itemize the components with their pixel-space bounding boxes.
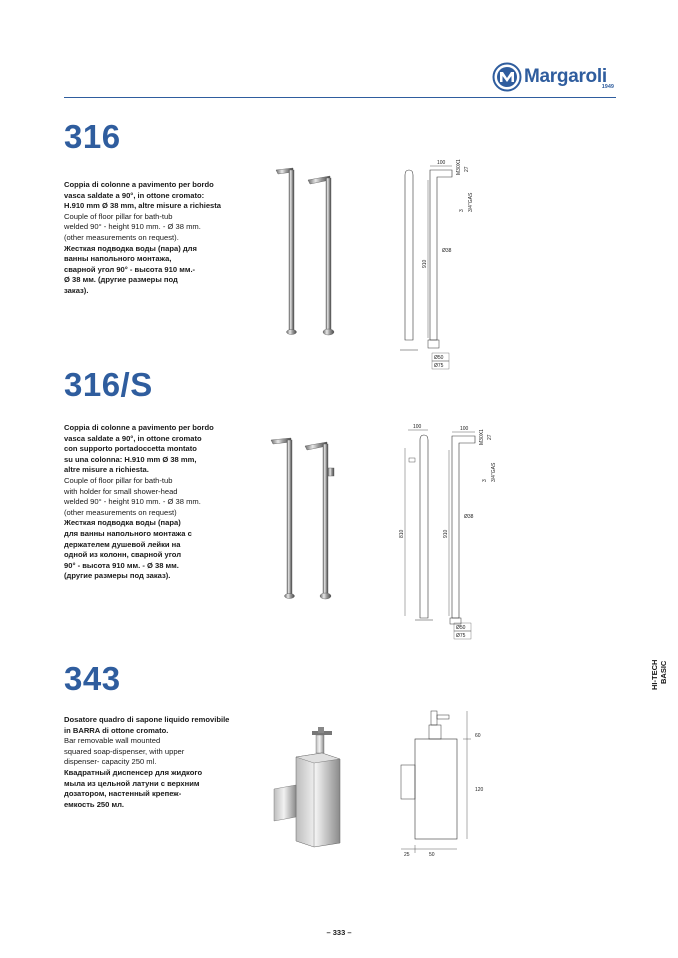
desc-ru-line: для ванны напольного монтажа с [64, 528, 192, 538]
desc-ru-line: емкость 250 мл. [64, 799, 125, 809]
desc-ru-line: мыла из цельной латуни с верхним [64, 778, 200, 788]
soap-dispenser-photo [260, 725, 350, 850]
brand-year: 1949 [601, 84, 614, 90]
side-tab-line2: BASIC [659, 660, 668, 684]
desc-ru-line: сварной угол 90° - высота 910 мм.- [64, 264, 196, 274]
desc-en-line: squared soap-dispenser, with upper [64, 746, 185, 756]
desc-en-line: Couple of floor pillar for bath-tub [64, 211, 173, 221]
desc-it-line: altre misure a richiesta. [64, 465, 149, 475]
category-side-tab [648, 642, 670, 692]
dim-top-right: 100 [460, 426, 469, 432]
dim-w2: 50 [429, 852, 435, 858]
desc-ru-line: (другие размеры под заказ). [64, 571, 171, 581]
desc-it-line: in BARRA di ottone cromato. [64, 725, 169, 735]
desc-ru-line: Жесткая подводка воды (пара) [64, 518, 181, 528]
dim-body: 120 [475, 787, 484, 793]
technical-drawing-316 [390, 150, 510, 372]
desc-en-line: with holder for small shower-head [64, 486, 178, 496]
desc-ru-line: ванны напольного монтажа, [64, 254, 172, 264]
dim-h2: 3 [459, 209, 465, 212]
desc-it-line: Coppia di colonne a pavimento per bordo [64, 180, 214, 189]
desc-ru-line: 90° - высота 910 мм. - Ø 38 мм. [64, 560, 179, 570]
page-number: – 333 – [326, 928, 352, 937]
dim-top: 60 [475, 733, 481, 739]
product-code: 343 [64, 660, 121, 697]
desc-en-line: Couple of floor pillar for bath-tub [64, 475, 173, 485]
technical-drawing-343 [395, 705, 495, 860]
dim-diameter: Ø38 [464, 514, 474, 520]
dim-thread: M30X1 [456, 159, 462, 175]
dim-base2: Ø75 [456, 633, 466, 639]
dim-base2: Ø75 [434, 363, 444, 369]
desc-ru-line: одной из колонн, сварной угол [64, 550, 182, 560]
desc-en-line: Bar removable wall mounted [64, 736, 161, 746]
dim-height: 910 [422, 259, 428, 268]
product-code: 316 [64, 118, 121, 155]
desc-en-line: welded 90° - height 910 mm. - Ø 38 mm. [64, 497, 201, 507]
desc-en-line: (other measurements on request). [64, 232, 179, 242]
dim-gas: 3/4"GAS [491, 462, 497, 482]
brand-name: Margaroli [524, 66, 607, 87]
dim-thread: M30X1 [479, 429, 485, 445]
dim-h1: 27 [487, 434, 493, 440]
desc-ru-line: Квадратный диспенсер для жидкого [64, 767, 203, 777]
floor-pillar-with-holder-photo [265, 430, 350, 608]
desc-ru-line: дозатором, настенный крепеж- [64, 789, 182, 799]
side-tab-line1: HI-TECH [650, 659, 659, 690]
desc-it-line: vasca saldate a 90°, in ottone cromato [64, 433, 202, 443]
dim-height-left: 810 [399, 529, 405, 538]
floor-pillar-photo [268, 160, 358, 345]
desc-en-line: (other measurements on request) [64, 507, 177, 517]
dim-base1: Ø50 [456, 625, 466, 631]
dim-diameter: Ø38 [442, 248, 452, 254]
dim-height-right: 910 [443, 529, 449, 538]
desc-it-line: H.910 mm Ø 38 mm, altre misure a richiesta [64, 201, 222, 211]
dim-top: 100 [437, 160, 446, 166]
desc-en-line: dispenser- capacity 250 ml. [64, 757, 157, 767]
dim-top-left: 100 [413, 424, 422, 430]
product-description [64, 180, 234, 297]
dim-gas: 3/4"GAS [468, 192, 474, 212]
dim-h1: 27 [464, 166, 470, 172]
desc-it-line: con supporto portadoccetta montato [64, 444, 197, 454]
desc-it-line: Dosatore quadro di sapone liquido removibile [64, 715, 230, 724]
dim-h2: 3 [482, 479, 488, 482]
product-description [64, 423, 234, 582]
desc-it-line: su una colonna: H.910 mm Ø 38 mm, [64, 454, 197, 464]
desc-ru-line: Ø 38 мм. (другие размеры под [64, 275, 178, 285]
desc-ru-line: Жесткая подводка воды (пара) для [64, 243, 197, 253]
brand-logo [492, 60, 618, 94]
dim-base1: Ø50 [434, 355, 444, 361]
desc-it-line: vasca saldate a 90°, in ottone cromato: [64, 190, 205, 200]
desc-it-line: Coppia di colonne a pavimento per bordo [64, 423, 214, 432]
header-rule [64, 97, 616, 98]
technical-drawing-316s [395, 420, 510, 642]
product-code: 316/S [64, 366, 153, 403]
margaroli-logo-icon [492, 62, 522, 92]
desc-en-line: welded 90° - height 910 mm. - Ø 38 mm. [64, 222, 201, 232]
product-description [64, 715, 234, 810]
dim-w1: 25 [404, 852, 410, 858]
desc-ru-line: заказ). [64, 285, 89, 295]
desc-ru-line: держателем душевой лейки на [64, 539, 181, 549]
